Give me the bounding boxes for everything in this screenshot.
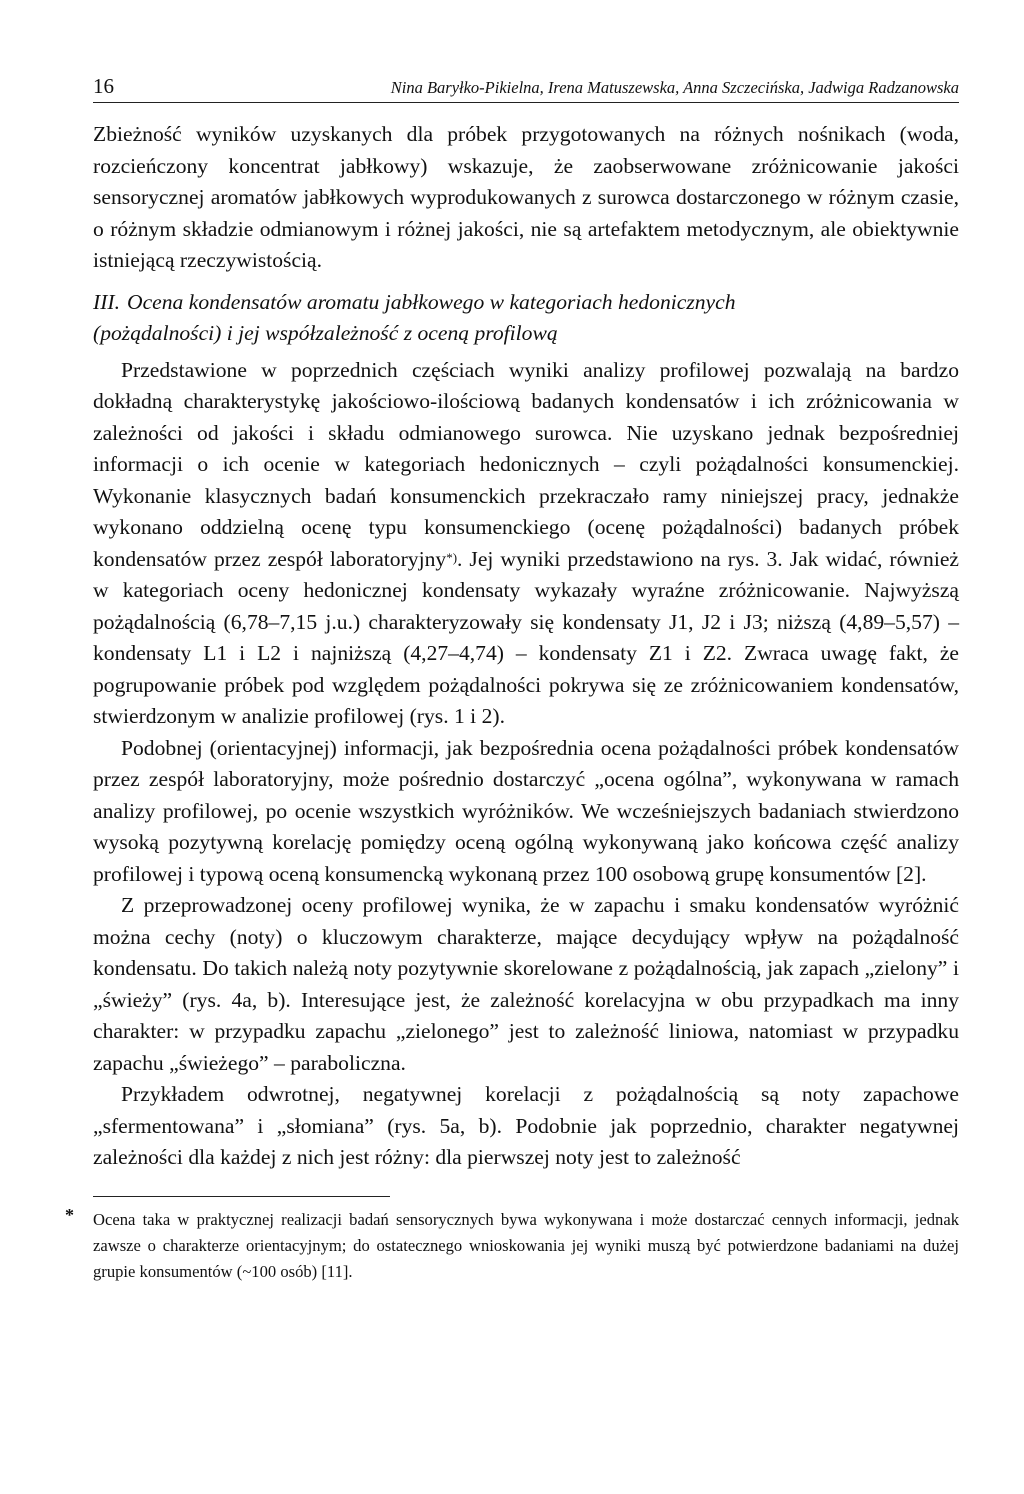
- paragraph: Podobnej (orientacyjnej) informacji, jak bezpośrednia ocena pożądalności próbek kondensatów przez zespół laboratoryjny, może pośrednio dostarczyć „ocena ogólna”, wykonywana w ramach analizy profilowej, po ocenie wszystkich wyróżników. We wcześniejszych badaniach stwierdzono wysoką pozytywną korelację pomiędzy oceną ogólną wykonywaną jako końcowa część analizy profilowej i typową oceną konsumencką wykonaną przez 100 osobową grupę konsumentów [2].: [93, 735, 959, 886]
- section-number: III.: [93, 289, 120, 314]
- running-title: Nina Baryłko-Pikielna, Irena Matuszewska, Anna Szczecińska, Jadwiga Radzanowska: [390, 78, 959, 97]
- paragraph-text: Przedstawione w poprzednich częściach wyniki analizy profilowej pozwalają na bardzo dokładną charakterystykę jakościowo-ilościową badanych kondensatów i ich zróżnicowania w zależności od jakości i składu odmianowego surowca. Nie uzyskano jednak bezpośredniej informacji o ich ocenie w kategoriach hedonicznych – czyli pożądalności konsumenckiej. Wykonanie klasycznych badań konsumenckich przekraczało ramy niniejszej pracy, jednakże wykonano oddzielną ocenę typu konsumenckiego (ocenę pożądalności) badanych próbek kondensatów przez zespół laboratoryjny: [93, 357, 959, 571]
- page-number: 16: [93, 74, 114, 98]
- paragraph-text-cont: . Jej wyniki przedstawiono na rys. 3. Jak widać, również w kategoriach oceny hedonicznej kondensaty wykazały wyraźne zróżnicowanie. Najwyższą pożądalnością (6,78–7,15 j.u.) charakteryzowały się kondensaty J1, J2 i J3; niższą (4,89–5,57) – kondensaty L1 i L2 i najniższą (4,27–4,74) – kondensaty Z1 i Z2. Zwraca uwagę fakt, że pogrupowanie próbek pod względem pożądalności pokrywa się ze zróżnicowaniem kondensatów, stwierdzonym w analizie profilowej (rys. 1 i 2).: [93, 546, 959, 728]
- footnote: [65, 1204, 959, 1285]
- paragraph: Zbieżność wyników uzyskanych dla próbek przygotowanych na różnych nośnikach (woda, rozcieńczony koncentrat jabłkowy) wskazuje, że zaobserwowane zróżnicowanie jakości sensorycznej aromatów jabłkowych wyprodukowanych z surowca dostarczonego w różnym czasie, o różnym składzie odmianowym i różnej jakości, nie są artefaktem metodycznym, ale obiektywnie istniejącą rzeczywistością.: [93, 122, 959, 272]
- footnote-mark: *: [65, 1204, 74, 1225]
- section-heading: [93, 287, 959, 349]
- footnote-divider: [93, 1196, 390, 1197]
- paragraph: Przykładem odwrotnej, negatywnej korelacji z pożądalnością są noty zapachowe „sfermentowana” i „słomiana” (rys. 5a, b). Podobnie jak poprzednio, charakter negatywnej zależności dla każdej z nich jest różny: dla pierwszej noty jest to zależność: [93, 1082, 959, 1169]
- footnote-text: Ocena taka w praktycznej realizacji badań sensorycznych bywa wykonywana i może dostarczać cennych informacji, jednak zawsze o charakterze orientacyjnym; do ostatecznego wnioskowania jej wyniki muszą być potwierdzone badaniami na dużej grupie konsumentów (~100 osób) [11].: [93, 1209, 959, 1281]
- page-header: [93, 72, 959, 103]
- footnote-reference: *): [446, 549, 458, 565]
- body-text: [93, 119, 959, 1174]
- section-title-line2: (pożądalności) i jej współzależność z oceną profilową: [93, 320, 558, 345]
- paragraph: [93, 355, 959, 733]
- page: [65, 72, 959, 1285]
- paragraph: Z przeprowadzonej oceny profilowej wynika, że w zapachu i smaku kondensatów wyróżnić można cechy (noty) o kluczowym charakterze, mające decydujący wpływ na pożądalność kondensatu. Do takich należą noty pozytywnie skorelowane z pożądalnością, jak zapach „zielony” i „świeży” (rys. 4a, b). Interesujące jest, że zależność korelacyjna w obu przypadkach ma inny charakter: w przypadku zapachu „zielonego” jest to zależność liniowa, natomiast w przypadku zapachu „świeżego” – paraboliczna.: [93, 893, 959, 1075]
- section-title-line1: Ocena kondensatów aromatu jabłkowego w kategoriach hedonicznych: [127, 289, 736, 314]
